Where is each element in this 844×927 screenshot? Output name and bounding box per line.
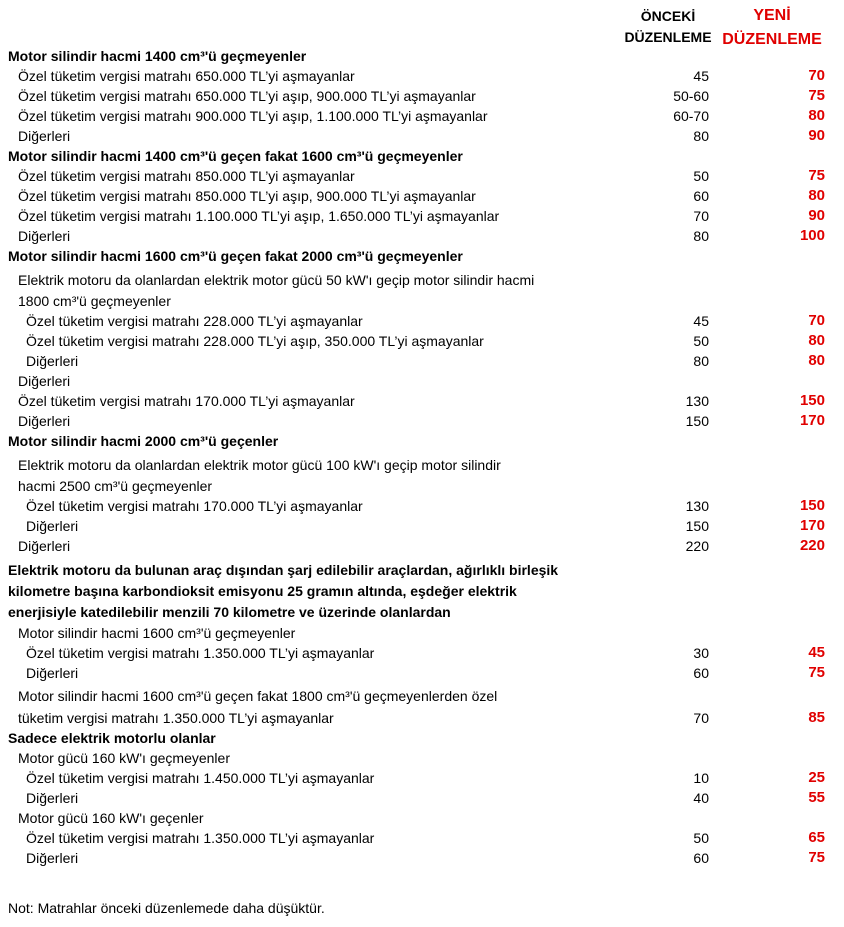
row-label: Diğerleri	[18, 413, 71, 429]
section-title: enerjisiyle katedilebilir menzili 70 kilometre ve üzerinde olanlardan	[8, 604, 451, 620]
new-rate-cell: 75	[808, 87, 825, 104]
row-label: Özel tüketim vergisi matrahı 650.000 TL’yi aşıp, 900.000 TL’yi aşmayanlar	[18, 88, 476, 104]
new-rate-cell: 25	[808, 769, 825, 786]
footnote: Not: Matrahlar önceki düzenlemede daha düşüktür.	[8, 900, 325, 916]
row-label: Diğerleri	[26, 665, 79, 681]
new-rate-cell: 65	[808, 829, 825, 846]
row-label: Diğerleri	[18, 128, 71, 144]
row-label: Özel tüketim vergisi matrahı 228.000 TL’yi aşmayanlar	[26, 313, 363, 329]
row-label: Özel tüketim vergisi matrahı 1.100.000 TL’yi aşıp, 1.650.000 TL’yi aşmayanlar	[18, 208, 500, 224]
row-label: Motor gücü 160 kW'ı geçenler	[18, 810, 204, 826]
previous-rate-cell: 150	[685, 518, 709, 534]
section-title: Motor silindir hacmi 1400 cm³'ü geçmeyenler	[8, 48, 307, 64]
new-rate-cell: 100	[799, 227, 825, 244]
previous-rate-cell: 45	[693, 68, 709, 84]
row-label: Özel tüketim vergisi matrahı 228.000 TL’yi aşıp, 350.000 TL’yi aşmayanlar	[26, 333, 484, 349]
section-title: Motor silindir hacmi 2000 cm³'ü geçenler	[8, 433, 279, 449]
new-rate-cell: 90	[808, 207, 825, 224]
row-label: Özel tüketim vergisi matrahı 650.000 TL’yi aşmayanlar	[18, 68, 355, 84]
new-regulation-header	[714, 4, 830, 52]
row-label: Motor gücü 160 kW'ı geçmeyenler	[18, 750, 230, 766]
previous-rate-cell: 40	[693, 790, 709, 806]
previous-rate-cell: 80	[693, 228, 709, 244]
previous-rate-cell: 60-70	[673, 108, 709, 124]
row-label: Özel tüketim vergisi matrahı 1.450.000 TL’yi aşmayanlar	[26, 770, 375, 786]
previous-rate-cell: 50-60	[673, 88, 709, 104]
previous-rate-cell: 50	[693, 333, 709, 349]
new-rate-cell: 170	[799, 412, 825, 429]
previous-rate-cell: 45	[693, 313, 709, 329]
row-label: Diğerleri	[26, 353, 79, 369]
previous-rate-cell: 80	[693, 353, 709, 369]
row-label: Diğerleri	[18, 373, 71, 389]
row-label: Diğerleri	[26, 518, 79, 534]
new-rate-cell: 75	[808, 167, 825, 184]
new-rate-cell: 150	[799, 392, 825, 409]
new-rate-cell: 150	[799, 497, 825, 514]
new-rate-cell: 55	[808, 789, 825, 806]
new-header-line2: DÜZENLEME	[722, 31, 822, 48]
row-label: Özel tüketim vergisi matrahı 1.350.000 TL’yi aşmayanlar	[26, 645, 375, 661]
new-rate-cell: 45	[808, 644, 825, 661]
previous-header-line1: ÖNCEKİ	[640, 8, 696, 24]
section-title: kilometre başına karbondioksit emisyonu 25 gramın altında, eşdeğer elektrik	[8, 583, 517, 599]
row-label: hacmi 2500 cm³'ü geçmeyenler	[18, 478, 213, 494]
new-rate-cell: 220	[799, 537, 825, 554]
previous-rate-cell: 70	[693, 208, 709, 224]
previous-rate-cell: 60	[693, 665, 709, 681]
new-rate-cell: 70	[808, 312, 825, 329]
row-label: Özel tüketim vergisi matrahı 170.000 TL’yi aşmayanlar	[26, 498, 363, 514]
section-title: Elektrik motoru da bulunan araç dışından şarj edilebilir araçlardan, ağırlıklı birleşik	[8, 562, 559, 578]
row-label: Özel tüketim vergisi matrahı 900.000 TL’yi aşıp, 1.100.000 TL’yi aşmayanlar	[18, 108, 488, 124]
previous-rate-cell: 10	[693, 770, 709, 786]
row-label: Özel tüketim vergisi matrahı 850.000 TL’yi aşıp, 900.000 TL’yi aşmayanlar	[18, 188, 476, 204]
row-label: tüketim vergisi matrahı 1.350.000 TL’yi aşmayanlar	[18, 710, 334, 726]
row-label: Özel tüketim vergisi matrahı 850.000 TL’yi aşmayanlar	[18, 168, 355, 184]
row-label: Diğerleri	[26, 790, 79, 806]
previous-rate-cell: 220	[685, 538, 709, 554]
row-label: Elektrik motoru da olanlardan elektrik motor gücü 50 kW'ı geçip motor silindir hacmi	[18, 272, 535, 288]
section-title: Motor silindir hacmi 1600 cm³'ü geçen fakat 2000 cm³'ü geçmeyenler	[8, 248, 463, 264]
row-label: Diğerleri	[18, 228, 71, 244]
new-rate-cell: 75	[808, 849, 825, 866]
section-title: Motor silindir hacmi 1400 cm³'ü geçen fakat 1600 cm³'ü geçmeyenler	[8, 148, 463, 164]
new-rate-cell: 75	[808, 664, 825, 681]
previous-rate-cell: 50	[693, 830, 709, 846]
row-label: Elektrik motoru da olanlardan elektrik motor gücü 100 kW'ı geçip motor silindir	[18, 457, 501, 473]
new-rate-cell: 70	[808, 67, 825, 84]
previous-rate-cell: 60	[693, 188, 709, 204]
new-rate-cell: 80	[808, 187, 825, 204]
new-rate-cell: 90	[808, 127, 825, 144]
new-rate-cell: 80	[808, 107, 825, 124]
previous-rate-cell: 30	[693, 645, 709, 661]
row-label: Motor silindir hacmi 1600 cm³'ü geçen fakat 1800 cm³'ü geçmeyenlerden özel	[18, 688, 498, 704]
row-label: Motor silindir hacmi 1600 cm³'ü geçmeyenler	[18, 625, 296, 641]
new-header-line1: YENİ	[753, 7, 791, 24]
row-label: Özel tüketim vergisi matrahı 170.000 TL’yi aşmayanlar	[18, 393, 355, 409]
previous-header-line2: DÜZENLEME	[624, 29, 712, 45]
row-label: Özel tüketim vergisi matrahı 1.350.000 TL’yi aşmayanlar	[26, 830, 375, 846]
new-rate-cell: 80	[808, 332, 825, 349]
previous-rate-cell: 70	[693, 710, 709, 726]
previous-rate-cell: 80	[693, 128, 709, 144]
new-rate-cell: 85	[808, 709, 825, 726]
row-label: 1800 cm³'ü geçmeyenler	[18, 293, 171, 309]
previous-rate-cell: 130	[685, 393, 709, 409]
row-label: Diğerleri	[18, 538, 71, 554]
previous-rate-cell: 60	[693, 850, 709, 866]
row-label: Diğerleri	[26, 850, 79, 866]
new-rate-cell: 80	[808, 352, 825, 369]
new-rate-cell: 170	[799, 517, 825, 534]
previous-rate-cell: 50	[693, 168, 709, 184]
section-title: Sadece elektrik motorlu olanlar	[8, 730, 216, 746]
previous-rate-cell: 130	[685, 498, 709, 514]
previous-rate-cell: 150	[685, 413, 709, 429]
previous-regulation-header	[612, 6, 724, 48]
